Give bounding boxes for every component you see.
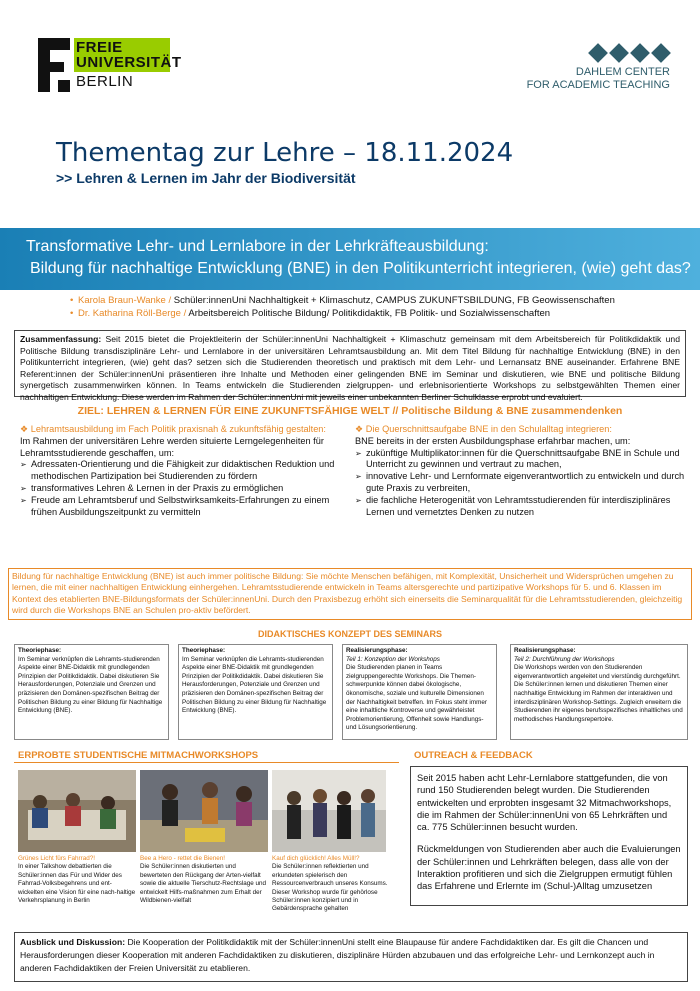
fu-logo-text: FREIE UNIVERSITÄT BERLIN xyxy=(76,39,182,90)
phase-box-1: Theoriephase: Im Seminar verknüpfen die Lehramts-studierenden Aspekte einer BNE-Didaktik mit grundlegenden Prinzipien der Politikdidaktik. Dabei diskutieren Sie Herausforderungen, Potenziale und Grenzen und präzisieren den Domänen-spezifischen Beitrag der Politischen Bildung zu einer Bildung für Nachhaltige Entwicklung (BNE). xyxy=(14,644,169,740)
banner-line2: Bildung für nachhaltige Entwicklung (BNE) in den Politikunterricht integrieren, (wie) geht das? xyxy=(30,260,691,277)
didaktik-heading: DIDAKTISCHES KONZEPT DES SEMINARS xyxy=(257,629,443,639)
right-intro: BNE bereits in der ersten Ausbildungsphase erfahrbar machen, um: xyxy=(355,435,631,446)
authors-list xyxy=(70,294,615,320)
workshop-photo-1 xyxy=(18,770,136,852)
phase-box-3: Realisierungsphase: Teil 1: Konzeption der Workshops Die Studierenden planen in Teams zielgruppengerechte Workshops. Die Themen-schwerpunkte können dabei ökologische, ökonomische, soziale und kulturelle Dimensionen der Nachhaltigkeit betreffen. Im Fokus steht immer eine inhaltliche Kontroverse und gewährleistet Problemorientierung, Offenheit sowie Handlungs- und Lösungsorientierung. xyxy=(342,644,497,740)
bne-statement-box: Bildung für nachhaltige Entwicklung (BNE) ist auch immer politische Bildung: Sie möchte Menschen befähigen, mit Komplexität, Unsicherheit und Widersprüchen umgehen zu lernen, die mit einer nachhaltigen Entwicklung einhergehen. Lehramtsstudierende entwickeln in Teams altersgerechte und partizipative Workshops für 5. und 6. Klassen im Kontext des etablierten BNE-Bildungsformats der Schüler:innenUni. Durch den Praxisbezug erhöht sich einerseits die Seminarqualität für die Lehramtsstudierenden, gleichzeitig wird durch die Workshops BNE an Schulen pro-aktiv befördert. xyxy=(8,568,692,620)
outreach-heading: OUTREACH & FEEDBACK xyxy=(414,750,533,761)
list-item: ➢ zukünftige Multiplikator:innen für die Querschnittsaufgabe BNE in Schule und Unterricht zu gewinnen und vertraut zu machen, xyxy=(355,448,685,472)
phase-box-4: Realisierungsphase: Teil 2: Durchführung der Workshops Die Workshops werden von den Studierenden eigenverantwortlich angeleitet und vierstündig durchgeführt. Die Schüler:innen lernen und diskutieren Themen einer nachhaltige Entwicklung im Rahmen der interaktiven und interdisziplinären Workshop-Settings. Zugleich erweitern die Studierenden ihr eigenes berufsspezifisches inhaltliches und methodisches Handlungsrepertoire. xyxy=(510,644,688,740)
divider xyxy=(14,762,399,763)
fu-logo-icon xyxy=(38,38,70,92)
banner-line1: Transformative Lehr- und Lernlabore in der Lehrkräfteausbildung: xyxy=(26,238,489,255)
list-item: ➢ innovative Lehr- und Lernformate eigenverantwortlich zu entwickeln und durch gute Praxis zu verbreiten, xyxy=(355,471,685,495)
list-item: ➢ Freude am Lehramtsberuf und Selbstwirksamkeits-Erfahrungen zu einem frühen Ausbildungszeitpunkt zu vermitteln xyxy=(20,495,345,519)
left-column xyxy=(20,424,345,518)
dahlem-line1: DAHLEM CENTER xyxy=(575,66,670,78)
list-item: ➢ transformatives Lehren & Lernen in der Praxis zu ermöglichen xyxy=(20,483,345,495)
workshop-photo-3 xyxy=(272,770,386,852)
author-item: • Dr. Katharina Röll-Berge / Arbeitsbereich Politische Bildung/ Politikdidaktik, FB Politik- und Sozialwissenschaften xyxy=(70,308,551,319)
workshop-caption-1: Grünes Licht fürs Fahrrad?! In einer Talkshow debattierten die Schüler:innen das Für und Wider des Fahrrad-Volksbegehrens und ent-wickelten eine Vision für eine nach-haltige Verkehrsplanung in Berlin xyxy=(18,855,136,905)
title-banner xyxy=(0,228,700,290)
fu-berlin-logo xyxy=(38,38,182,94)
workshop-caption-3: Kauf dich glücklich! Alles Müll!? Die Schüler:innen reflektierten und erkundeten spielerisch den Ressourcenverbrauch unseres Konsums. Dieser Workshop wurde für gehörlose Schüler:innen konzipiert und in Gebärdensprache gehalten xyxy=(272,855,388,913)
phase-box-2: Theoriephase: Im Seminar verknüpfen die Lehramts-studierenden Aspekte einer BNE-Didaktik mit grundlegenden Prinzipien der Politikdidaktik. Dabei diskutieren Sie Herausforderungen, Potenziale und Grenzen und präzisieren den Domänen-spezifischen Beitrag der Politischen Bildung zu einer Bildung für Nachhaltige Entwicklung (BNE). xyxy=(178,644,333,740)
list-item: ➢ Adressaten-Orientierung und die Fähigkeit zur didaktischen Reduktion und methodischen Partizipation bei Studierenden zu fördern xyxy=(20,459,345,483)
workshops-heading: ERPROBTE STUDENTISCHE MITMACHWORKSHOPS xyxy=(18,750,259,761)
dahlem-line2: FOR ACADEMIC TEACHING xyxy=(526,79,670,91)
page-title: Thementag zur Lehre – 18.11.2024 xyxy=(56,138,514,168)
dahlem-center-logo xyxy=(527,44,670,92)
workshop-photo-2 xyxy=(140,770,268,852)
goal-heading: ZIEL: LEHREN & LERNEN FÜR EINE ZUKUNFTSFÄHIGE WELT // Politische Bildung & BNE zusammendenken xyxy=(77,405,623,417)
left-intro: Im Rahmen der universitären Lehre werden situierte Lerngelegenheiten für Lehramtsstudierende geschaffen, um: xyxy=(20,435,324,458)
outlook-box: Ausblick und Diskussion: Die Kooperation der Politikdidaktik mit der Schüler:innenUni stellt eine Blaupause für andere Fachdidaktiken dar. Es gilt die Chancen und Herausforderungen dieser Kooperation mit anderen Fachdidaktiken zu diskutieren, disziplinäre Hürden abzubauen und das erfolgreiche Lehr- und Lernkonzept auch in anderen Fachdidaktiken der Freien Universität zu etablieren. xyxy=(14,932,688,982)
author-item: • Karola Braun-Wanke / Schüler:innenUni Nachhaltigkeit + Klimaschutz, CAMPUS ZUKUNFTSBILDUNG, FB Geowissenschaften xyxy=(70,295,615,306)
outreach-text-1: Seit 2015 haben acht Lehr-Lernlabore stattgefunden, die von rund 150 Studierenden belegt wurden. Die Studierenden entwickelten und erprobten insgesamt 32 Mitmachworkshops, die im Rahmen der Schüler:innenUni von 65 Lehrkräften und ca. 775 Schüler:innen besucht wurden. xyxy=(417,773,672,833)
right-heading: ❖ Die Querschnittsaufgabe BNE in den Schulalltag integrieren: xyxy=(355,424,612,434)
workshop-caption-2: Bee a Hero - rettet die Bienen! Die Schüler:innen diskutierten und bewerteten den Rückgang der Arten-vielfalt sowie die aktuelle Tierschutz-Rechtslage und entwickelt Hilfs-maßnahmen zum Erhalt der Wildbienen-vielfalt xyxy=(140,855,267,905)
outreach-text-2: Rückmeldungen von Studierenden aber auch die Evaluierungen der Schüler:innen und Lehrkräften belegen, dass alle von der Interaktion profitieren und sich die Zielgruppen ermutigt fühlen das Erfahrene und Erlernte im (Schul-)Alltag umzusetzen xyxy=(417,844,681,892)
left-heading: ❖ Lehramtsausbildung im Fach Politik praxisnah & zukunftsfähig gestalten: xyxy=(20,424,326,434)
cubes-icon xyxy=(527,44,670,62)
outreach-box xyxy=(410,766,688,906)
list-item: ➢ die fachliche Heterogenität von Lehramtsstudierenden für interdisziplinäres Lernen und vernetztes Denken zu nutzen xyxy=(355,495,685,519)
summary-box: Zusammenfassung: Seit 2015 bietet die Projektleiterin der Schüler:innenUni Nachhaltigkeit + Klimaschutz gemeinsam mit dem Arbeitsbereich für Politikdidaktik und Politische Bildung transdisziplinäre Lehr- und Lernlabore in der universitären Lehramtsausbildung an. Mit dem Titel Bildung für nachhaltige Entwicklung (BNE) in den Politikunterricht integrieren, (wie) geht das? setzen sich die Studierenden theoretisch und praktisch mit dem Lehr- und Lernansatz BNE auseinander. Erfahrene BNE Referent:innen der Schüler:innenUni präsentieren ihre Inhalte und Methoden einer gelingenden BNE im Seminar und diskutieren, wie BNE und politische Bildung synergetisch zusammenwirken können. In Teams entwickeln die Studierenden zielgruppen- und erlebnisorientierte Workshops zu selbstgewählten Themen einer nachhaltigen Entwicklung. Diese werden im Rahmen der Schüler:innenUni mit jeweils einer unbekannten Berliner Schulklasse erprobt und evaluiert. xyxy=(14,330,686,397)
right-column xyxy=(355,424,685,518)
page-subtitle: >> Lehren & Lernen im Jahr der Biodiversität xyxy=(56,170,356,186)
